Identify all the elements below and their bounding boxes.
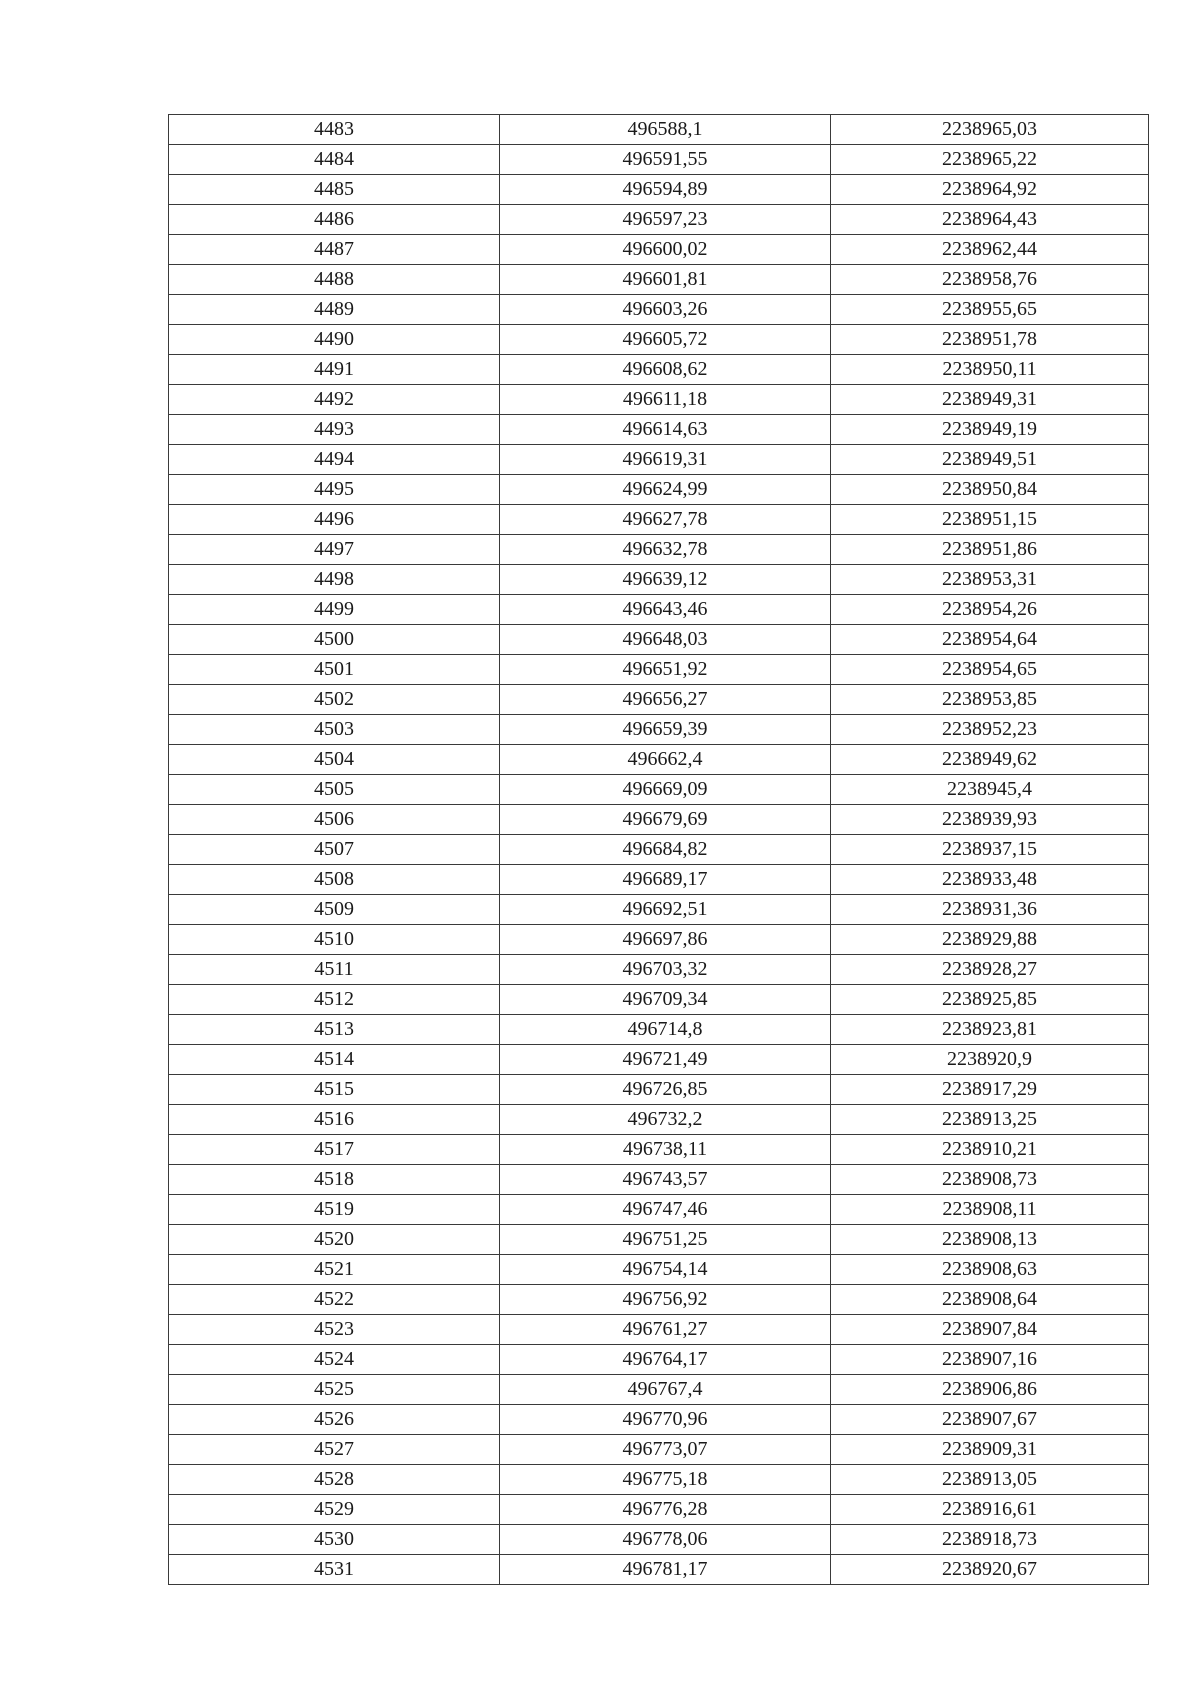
point-number-cell: 4531 (169, 1555, 500, 1585)
x-coordinate-cell: 496659,39 (500, 715, 831, 745)
point-number-cell: 4523 (169, 1315, 500, 1345)
table-row (169, 295, 1149, 325)
point-number-cell: 4509 (169, 895, 500, 925)
x-coordinate-cell: 496662,4 (500, 745, 831, 775)
x-coordinate-cell: 496601,81 (500, 265, 831, 295)
y-coordinate-cell: 2238949,62 (831, 745, 1149, 775)
y-coordinate-cell: 2238965,03 (831, 115, 1149, 145)
table-row (169, 1225, 1149, 1255)
table-row (169, 1405, 1149, 1435)
y-coordinate-cell: 2238954,26 (831, 595, 1149, 625)
point-number-cell: 4504 (169, 745, 500, 775)
table-row (169, 1315, 1149, 1345)
point-number-cell: 4512 (169, 985, 500, 1015)
x-coordinate-cell: 496689,17 (500, 865, 831, 895)
y-coordinate-cell: 2238953,31 (831, 565, 1149, 595)
table-row (169, 385, 1149, 415)
x-coordinate-cell: 496597,23 (500, 205, 831, 235)
x-coordinate-cell: 496605,72 (500, 325, 831, 355)
y-coordinate-cell: 2238964,43 (831, 205, 1149, 235)
table-row (169, 985, 1149, 1015)
x-coordinate-cell: 496761,27 (500, 1315, 831, 1345)
y-coordinate-cell: 2238908,13 (831, 1225, 1149, 1255)
point-number-cell: 4484 (169, 145, 500, 175)
table-row (169, 595, 1149, 625)
x-coordinate-cell: 496747,46 (500, 1195, 831, 1225)
table-row (169, 1465, 1149, 1495)
x-coordinate-cell: 496709,34 (500, 985, 831, 1015)
y-coordinate-cell: 2238910,21 (831, 1135, 1149, 1165)
x-coordinate-cell: 496611,18 (500, 385, 831, 415)
x-coordinate-cell: 496770,96 (500, 1405, 831, 1435)
x-coordinate-cell: 496697,86 (500, 925, 831, 955)
table-row (169, 475, 1149, 505)
point-number-cell: 4498 (169, 565, 500, 595)
table-row (169, 625, 1149, 655)
table-row (169, 265, 1149, 295)
x-coordinate-cell: 496756,92 (500, 1285, 831, 1315)
point-number-cell: 4518 (169, 1165, 500, 1195)
y-coordinate-cell: 2238955,65 (831, 295, 1149, 325)
point-number-cell: 4521 (169, 1255, 500, 1285)
point-number-cell: 4483 (169, 115, 500, 145)
x-coordinate-cell: 496603,26 (500, 295, 831, 325)
point-number-cell: 4499 (169, 595, 500, 625)
y-coordinate-cell: 2238928,27 (831, 955, 1149, 985)
y-coordinate-cell: 2238925,85 (831, 985, 1149, 1015)
x-coordinate-cell: 496600,02 (500, 235, 831, 265)
x-coordinate-cell: 496627,78 (500, 505, 831, 535)
table-row (169, 145, 1149, 175)
point-number-cell: 4514 (169, 1045, 500, 1075)
point-number-cell: 4517 (169, 1135, 500, 1165)
y-coordinate-cell: 2238907,16 (831, 1345, 1149, 1375)
point-number-cell: 4529 (169, 1495, 500, 1525)
y-coordinate-cell: 2238918,73 (831, 1525, 1149, 1555)
y-coordinate-cell: 2238951,78 (831, 325, 1149, 355)
x-coordinate-cell: 496781,17 (500, 1555, 831, 1585)
table-row (169, 1045, 1149, 1075)
table-row (169, 745, 1149, 775)
point-number-cell: 4528 (169, 1465, 500, 1495)
table-row (169, 565, 1149, 595)
point-number-cell: 4516 (169, 1105, 500, 1135)
point-number-cell: 4511 (169, 955, 500, 985)
table-row (169, 1435, 1149, 1465)
y-coordinate-cell: 2238908,11 (831, 1195, 1149, 1225)
x-coordinate-cell: 496778,06 (500, 1525, 831, 1555)
table-row (169, 775, 1149, 805)
table-row (169, 175, 1149, 205)
y-coordinate-cell: 2238908,64 (831, 1285, 1149, 1315)
point-number-cell: 4502 (169, 685, 500, 715)
table-row (169, 715, 1149, 745)
table-row (169, 1255, 1149, 1285)
y-coordinate-cell: 2238950,84 (831, 475, 1149, 505)
y-coordinate-cell: 2238907,84 (831, 1315, 1149, 1345)
y-coordinate-cell: 2238937,15 (831, 835, 1149, 865)
x-coordinate-cell: 496594,89 (500, 175, 831, 205)
x-coordinate-cell: 496743,57 (500, 1165, 831, 1195)
point-number-cell: 4496 (169, 505, 500, 535)
point-number-cell: 4520 (169, 1225, 500, 1255)
point-number-cell: 4525 (169, 1375, 500, 1405)
y-coordinate-cell: 2238954,64 (831, 625, 1149, 655)
coordinates-table-body (169, 115, 1149, 1585)
point-number-cell: 4490 (169, 325, 500, 355)
y-coordinate-cell: 2238933,48 (831, 865, 1149, 895)
y-coordinate-cell: 2238908,73 (831, 1165, 1149, 1195)
point-number-cell: 4510 (169, 925, 500, 955)
table-row (169, 1015, 1149, 1045)
table-row (169, 925, 1149, 955)
table-row (169, 205, 1149, 235)
point-number-cell: 4497 (169, 535, 500, 565)
y-coordinate-cell: 2238923,81 (831, 1015, 1149, 1045)
table-row (169, 1525, 1149, 1555)
point-number-cell: 4513 (169, 1015, 500, 1045)
table-row (169, 1075, 1149, 1105)
table-row (169, 505, 1149, 535)
y-coordinate-cell: 2238906,86 (831, 1375, 1149, 1405)
table-row (169, 1495, 1149, 1525)
y-coordinate-cell: 2238908,63 (831, 1255, 1149, 1285)
point-number-cell: 4500 (169, 625, 500, 655)
y-coordinate-cell: 2238954,65 (831, 655, 1149, 685)
point-number-cell: 4519 (169, 1195, 500, 1225)
table-row (169, 835, 1149, 865)
y-coordinate-cell: 2238950,11 (831, 355, 1149, 385)
x-coordinate-cell: 496773,07 (500, 1435, 831, 1465)
y-coordinate-cell: 2238962,44 (831, 235, 1149, 265)
y-coordinate-cell: 2238939,93 (831, 805, 1149, 835)
table-row (169, 655, 1149, 685)
table-row (169, 895, 1149, 925)
y-coordinate-cell: 2238951,86 (831, 535, 1149, 565)
point-number-cell: 4503 (169, 715, 500, 745)
y-coordinate-cell: 2238907,67 (831, 1405, 1149, 1435)
y-coordinate-cell: 2238913,25 (831, 1105, 1149, 1135)
point-number-cell: 4491 (169, 355, 500, 385)
y-coordinate-cell: 2238958,76 (831, 265, 1149, 295)
y-coordinate-cell: 2238931,36 (831, 895, 1149, 925)
table-row (169, 1375, 1149, 1405)
table-row (169, 115, 1149, 145)
x-coordinate-cell: 496614,63 (500, 415, 831, 445)
y-coordinate-cell: 2238949,31 (831, 385, 1149, 415)
table-row (169, 1105, 1149, 1135)
table-row (169, 685, 1149, 715)
table-row (169, 355, 1149, 385)
point-number-cell: 4488 (169, 265, 500, 295)
y-coordinate-cell: 2238909,31 (831, 1435, 1149, 1465)
y-coordinate-cell: 2238952,23 (831, 715, 1149, 745)
x-coordinate-cell: 496648,03 (500, 625, 831, 655)
y-coordinate-cell: 2238920,67 (831, 1555, 1149, 1585)
x-coordinate-cell: 496679,69 (500, 805, 831, 835)
table-row (169, 1285, 1149, 1315)
point-number-cell: 4485 (169, 175, 500, 205)
coordinates-table (168, 114, 1149, 1585)
y-coordinate-cell: 2238965,22 (831, 145, 1149, 175)
table-row (169, 445, 1149, 475)
x-coordinate-cell: 496651,92 (500, 655, 831, 685)
x-coordinate-cell: 496775,18 (500, 1465, 831, 1495)
table-row (169, 865, 1149, 895)
table-row (169, 955, 1149, 985)
x-coordinate-cell: 496732,2 (500, 1105, 831, 1135)
table-row (169, 1195, 1149, 1225)
x-coordinate-cell: 496588,1 (500, 115, 831, 145)
table-row (169, 325, 1149, 355)
point-number-cell: 4489 (169, 295, 500, 325)
x-coordinate-cell: 496703,32 (500, 955, 831, 985)
x-coordinate-cell: 496608,62 (500, 355, 831, 385)
x-coordinate-cell: 496767,4 (500, 1375, 831, 1405)
point-number-cell: 4526 (169, 1405, 500, 1435)
table-row (169, 235, 1149, 265)
y-coordinate-cell: 2238913,05 (831, 1465, 1149, 1495)
y-coordinate-cell: 2238916,61 (831, 1495, 1149, 1525)
y-coordinate-cell: 2238951,15 (831, 505, 1149, 535)
point-number-cell: 4515 (169, 1075, 500, 1105)
x-coordinate-cell: 496721,49 (500, 1045, 831, 1075)
point-number-cell: 4505 (169, 775, 500, 805)
table-row (169, 1345, 1149, 1375)
table-row (169, 1165, 1149, 1195)
point-number-cell: 4506 (169, 805, 500, 835)
y-coordinate-cell: 2238920,9 (831, 1045, 1149, 1075)
x-coordinate-cell: 496692,51 (500, 895, 831, 925)
x-coordinate-cell: 496639,12 (500, 565, 831, 595)
point-number-cell: 4494 (169, 445, 500, 475)
x-coordinate-cell: 496643,46 (500, 595, 831, 625)
point-number-cell: 4487 (169, 235, 500, 265)
x-coordinate-cell: 496624,99 (500, 475, 831, 505)
x-coordinate-cell: 496632,78 (500, 535, 831, 565)
table-row (169, 1555, 1149, 1585)
y-coordinate-cell: 2238949,19 (831, 415, 1149, 445)
x-coordinate-cell: 496754,14 (500, 1255, 831, 1285)
x-coordinate-cell: 496591,55 (500, 145, 831, 175)
table-row (169, 415, 1149, 445)
y-coordinate-cell: 2238917,29 (831, 1075, 1149, 1105)
x-coordinate-cell: 496776,28 (500, 1495, 831, 1525)
point-number-cell: 4486 (169, 205, 500, 235)
y-coordinate-cell: 2238945,4 (831, 775, 1149, 805)
point-number-cell: 4495 (169, 475, 500, 505)
point-number-cell: 4507 (169, 835, 500, 865)
point-number-cell: 4508 (169, 865, 500, 895)
point-number-cell: 4530 (169, 1525, 500, 1555)
x-coordinate-cell: 496669,09 (500, 775, 831, 805)
point-number-cell: 4492 (169, 385, 500, 415)
x-coordinate-cell: 496726,85 (500, 1075, 831, 1105)
y-coordinate-cell: 2238949,51 (831, 445, 1149, 475)
table-row (169, 805, 1149, 835)
y-coordinate-cell: 2238964,92 (831, 175, 1149, 205)
x-coordinate-cell: 496684,82 (500, 835, 831, 865)
x-coordinate-cell: 496751,25 (500, 1225, 831, 1255)
point-number-cell: 4527 (169, 1435, 500, 1465)
point-number-cell: 4501 (169, 655, 500, 685)
x-coordinate-cell: 496738,11 (500, 1135, 831, 1165)
y-coordinate-cell: 2238929,88 (831, 925, 1149, 955)
x-coordinate-cell: 496656,27 (500, 685, 831, 715)
y-coordinate-cell: 2238953,85 (831, 685, 1149, 715)
x-coordinate-cell: 496619,31 (500, 445, 831, 475)
table-row (169, 535, 1149, 565)
table-row (169, 1135, 1149, 1165)
x-coordinate-cell: 496764,17 (500, 1345, 831, 1375)
x-coordinate-cell: 496714,8 (500, 1015, 831, 1045)
point-number-cell: 4522 (169, 1285, 500, 1315)
point-number-cell: 4493 (169, 415, 500, 445)
point-number-cell: 4524 (169, 1345, 500, 1375)
